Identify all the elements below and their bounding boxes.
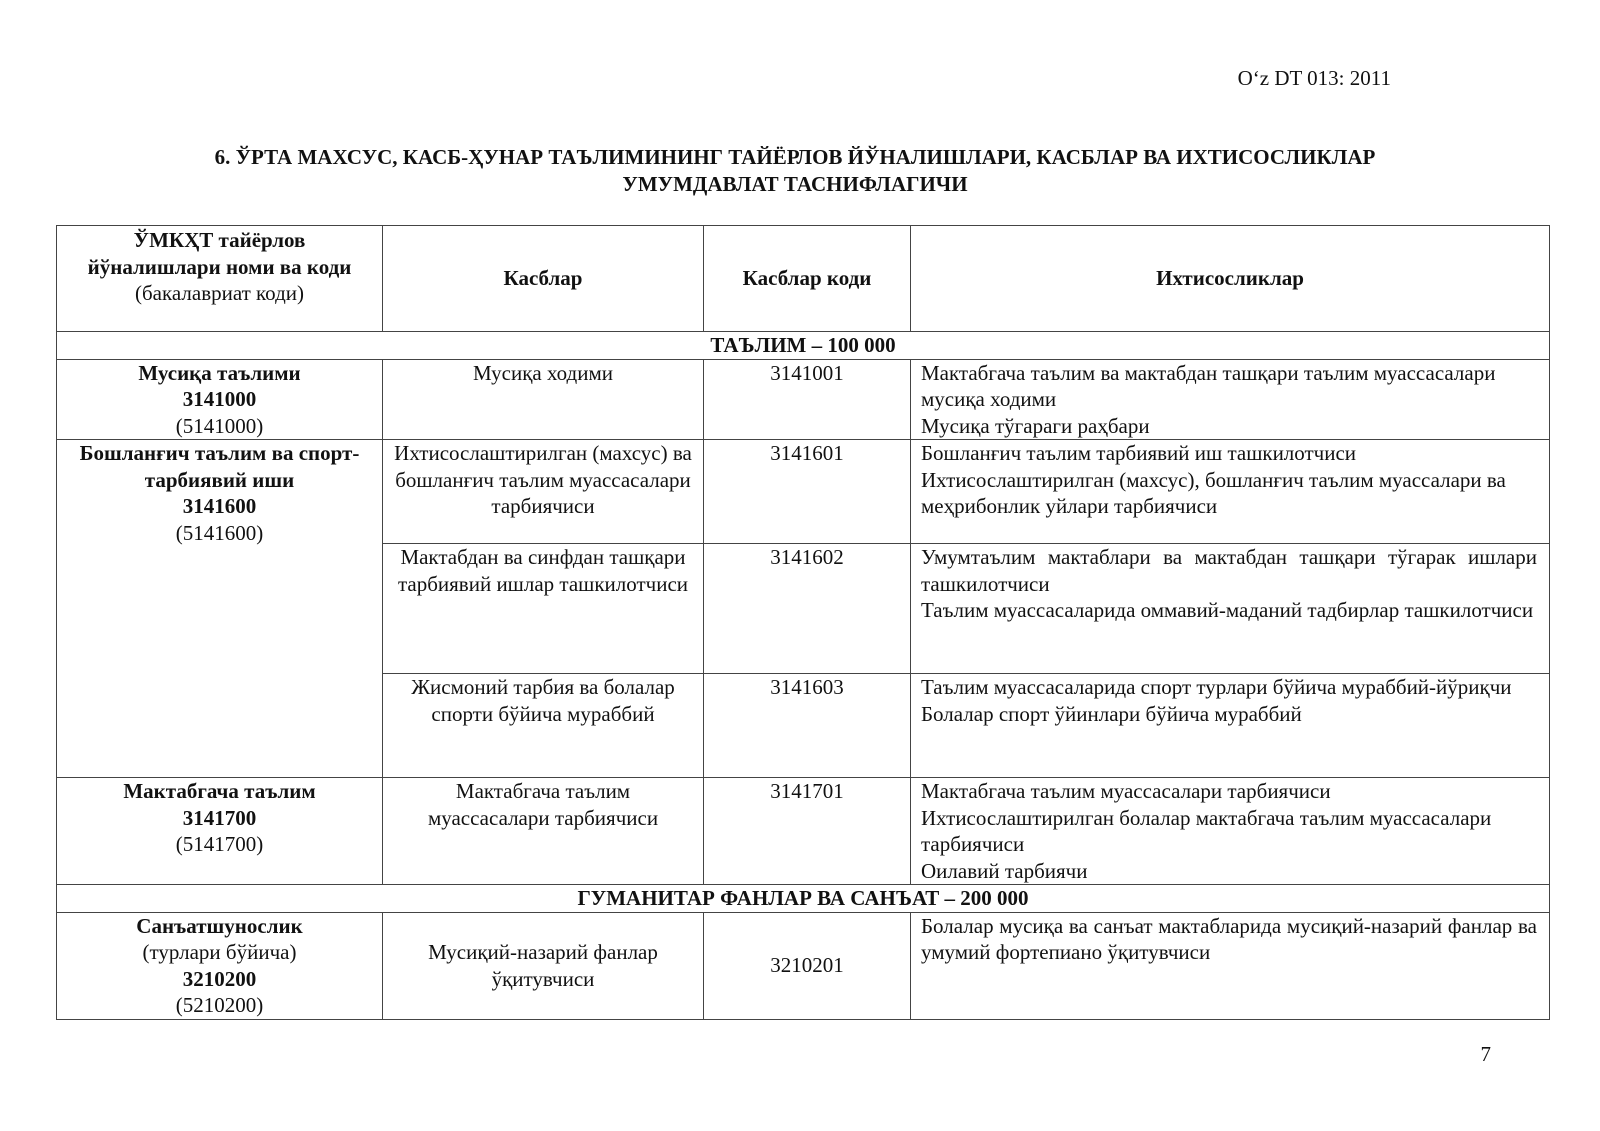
profession-cell: Мактабгача таълим муассасалари тарбиячиси	[383, 778, 704, 885]
table-row	[57, 778, 1550, 885]
specialty: Умумтаълим мактаблари ва мактабдан ташқари тўгарак ишлари ташкилотчиси	[921, 545, 1537, 596]
specialty: Таълим муассасаларида оммавий-маданий тадбирлар ташкилотчиси	[921, 598, 1534, 622]
title-line-2: УМУМДАВЛАТ ТАСНИФЛАГИЧИ	[622, 172, 968, 196]
direction-name: Бошланғич таълим ва спорт-тарбиявий иши	[79, 441, 360, 492]
specialty: Ихтисослаштирилган болалар мактабгача таълим муассасалари тарбиячиси	[921, 805, 1492, 856]
specialty: Мактабгача таълим ва мактабдан ташқари таълим муассасалари мусиқа ходими	[921, 360, 1496, 411]
header-direction	[57, 226, 383, 332]
specialties-cell	[911, 359, 1550, 440]
direction-cell	[57, 778, 383, 885]
direction-name-note: (турлари бўйича)	[142, 940, 297, 964]
section-title: ТАЪЛИМ – 100 000	[57, 332, 1550, 360]
profession-cell: Ихтисослаштирилган (махсус) ва бошланғич таълим муассасалари тарбиячиси	[383, 440, 704, 544]
profession-cell: Мусиқа ходими	[383, 359, 704, 440]
specialty: Болалар спорт ўйинлари бўйича мураббий	[921, 701, 1302, 726]
profession-code: 3141001	[704, 359, 911, 440]
header-professions: Касблар	[383, 226, 704, 332]
specialties-cell	[911, 674, 1550, 778]
table-row	[57, 440, 1550, 544]
specialty: Оилавий тарбиячи	[921, 858, 1088, 883]
bachelor-code: (5141700)	[175, 832, 264, 856]
profession-code: 3141601	[704, 440, 911, 544]
profession-cell: Жисмоний тарбия ва болалар спорти бўйича мураббий	[383, 674, 704, 778]
specialty: Таълим муассасаларида спорт турлари бўйича мураббий-йўриқчи	[921, 675, 1512, 699]
specialty: Болалар мусиқа ва санъат мактабларида мусиқий-назарий фанлар ва умумий фортепиано ўқитувчиси	[921, 913, 1537, 964]
profession-code: 3141602	[704, 544, 911, 674]
specialties-cell	[911, 544, 1550, 674]
direction-code: 3141700	[182, 805, 257, 830]
section-title: ГУМАНИТАР ФАНЛАР ВА САНЪАТ – 200 000	[57, 885, 1550, 913]
specialties-cell	[911, 440, 1550, 544]
specialties-cell	[911, 778, 1550, 885]
direction-code: 3141000	[182, 387, 257, 411]
table-header-row	[57, 226, 1550, 332]
profession-code: 3210201	[704, 912, 911, 1019]
direction-cell	[57, 912, 383, 1019]
specialty: Ихтисослаштирилган (махсус), бошланғич таълим муассалари ва меҳрибонлик уйлари тарбиячиси	[921, 467, 1506, 518]
header-direction-line2: йўналишлари номи ва коди	[87, 254, 352, 279]
bachelor-code: (5141600)	[175, 520, 264, 545]
profession-cell: Мусиқий-назарий фанлар ўқитувчиси	[383, 912, 704, 1019]
direction-name: Санъатшунослик	[136, 913, 303, 938]
profession-cell: Мактабдан ва синфдан ташқари тарбиявий ишлар ташкилотчиси	[383, 544, 704, 674]
table-row	[57, 359, 1550, 440]
page-number: 7	[1480, 1042, 1491, 1066]
classifier-table	[56, 225, 1550, 1020]
header-direction-line3: (бакалавриат коди)	[135, 281, 304, 305]
table-row	[57, 912, 1550, 1019]
profession-code: 3141603	[704, 674, 911, 778]
bachelor-code: (5210200)	[175, 993, 264, 1017]
bachelor-code: (5141000)	[175, 413, 264, 438]
header-direction-line1: ЎМКҲТ тайёрлов	[133, 228, 306, 252]
header-specialties: Ихтисосликлар	[911, 226, 1550, 332]
direction-name: Мусиқа таълими	[138, 360, 301, 385]
header-profession-code: Касблар коди	[704, 226, 911, 332]
specialties-cell	[911, 912, 1550, 1019]
document-code: O‘z DT 013: 2011	[1237, 66, 1391, 90]
section-row	[57, 332, 1550, 360]
page-title	[60, 144, 1530, 198]
direction-cell	[57, 440, 383, 778]
direction-name: Мактабгача таълим	[123, 779, 316, 803]
specialty: Мактабгача таълим муассасалари тарбиячиси	[921, 779, 1331, 803]
section-row	[57, 885, 1550, 913]
direction-code: 3141600	[182, 494, 257, 518]
specialty: Мусиқа тўгараги раҳбари	[921, 413, 1150, 438]
specialty: Бошланғич таълим тарбиявий иш ташкилотчиси	[921, 441, 1357, 465]
profession-code: 3141701	[704, 778, 911, 885]
direction-cell	[57, 359, 383, 440]
direction-code: 3210200	[182, 966, 257, 991]
title-line-1: 6. ЎРТА МАХСУС, КАСБ-ҲУНАР ТАЪЛИМИНИНГ ТАЙЁРЛОВ ЙЎНАЛИШЛАРИ, КАСБЛАР ВА ИХТИСОСЛИКЛАР	[214, 145, 1376, 169]
